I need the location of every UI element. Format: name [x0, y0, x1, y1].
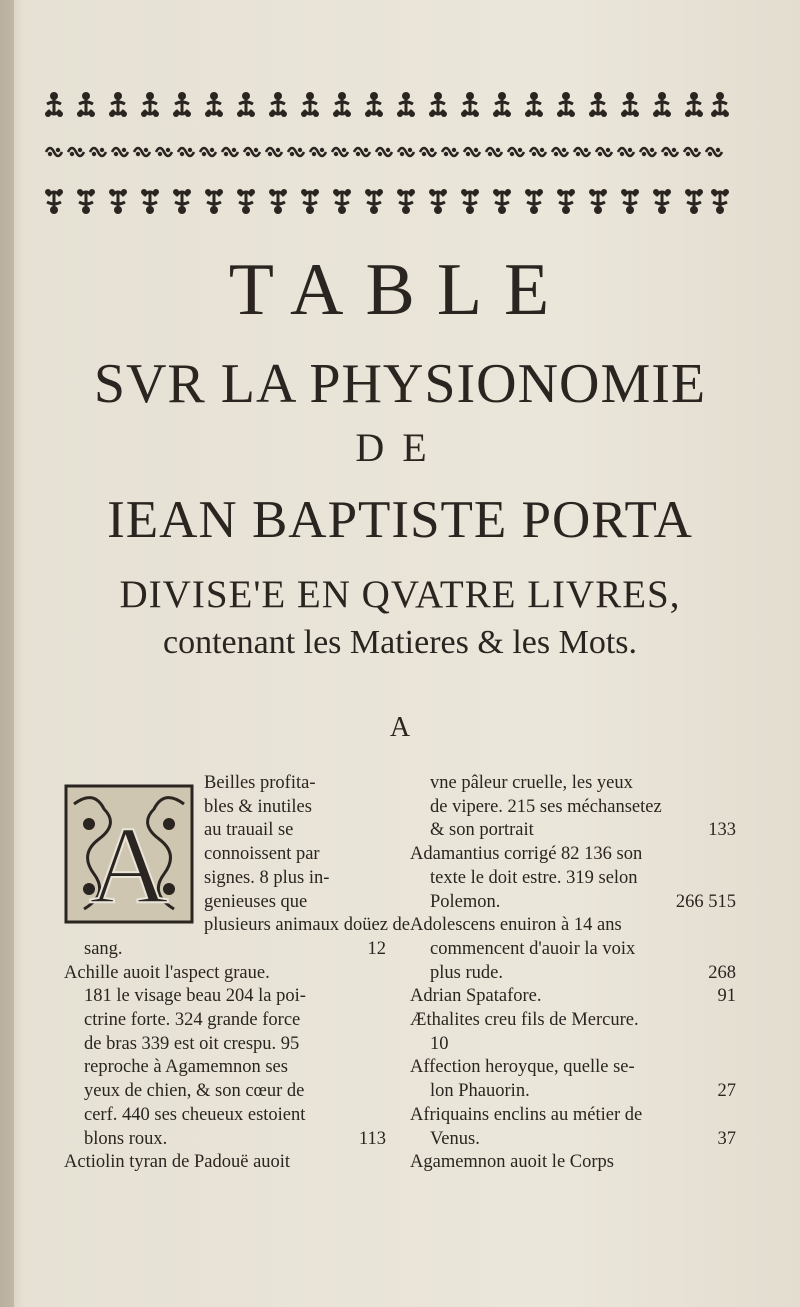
decorated-initial-icon — [64, 784, 194, 924]
index-entry — [410, 1056, 736, 1103]
index-entry — [410, 772, 736, 843]
index-entry-text: 181 le visage beau 204 la poi- — [84, 986, 306, 1007]
index-entry-text: Achille auoit l'aspect graue. — [64, 962, 270, 983]
fleuron-row-top — [45, 92, 729, 117]
index-entry-line — [64, 1033, 386, 1057]
index-entry-text: Adolescens enuiron à 14 ans — [410, 915, 622, 936]
index-entry-text: Adrian Spatafore. — [410, 986, 542, 1007]
title-author: IEAN BAPTISTE PORTA — [107, 491, 693, 549]
index-entry-line — [410, 772, 736, 796]
index-entry-text: Afriquains enclins au métier de — [410, 1104, 643, 1125]
svg-text:A: A — [89, 804, 169, 924]
index-entry-line — [410, 914, 736, 938]
index-entry — [64, 1151, 386, 1175]
index-entry-line — [64, 1009, 386, 1033]
index-entry-text: vne pâleur cruelle, les yeux — [430, 773, 633, 793]
index-entry-text: connoissent par — [204, 844, 320, 865]
page-reference: 91 — [717, 986, 736, 1007]
title-physionomie: SVR LA PHYSIONOMIE — [93, 353, 707, 415]
index-entry-line — [410, 867, 736, 891]
index-entry — [410, 843, 736, 914]
index-entry-line — [64, 1080, 386, 1104]
index-entry-text: de vipere. 215 ses méchansetez — [430, 796, 662, 817]
index-entry — [410, 985, 736, 1009]
index-entry-text: cerf. 440 ses cheueux estoient — [84, 1104, 306, 1125]
index-entry-text: 10 — [430, 1033, 449, 1054]
index-column-right — [410, 772, 736, 1175]
index-entry-text: bles & inutiles — [204, 796, 312, 817]
section-letter: A — [389, 712, 411, 743]
page-reference: 266 515 — [675, 891, 736, 912]
decorated-initial — [64, 784, 194, 924]
index-entry-line — [410, 962, 736, 986]
title-de: DE — [355, 425, 445, 470]
index-entry-text: Beilles profita- — [204, 773, 316, 793]
index-entry-line — [410, 1128, 736, 1152]
page-reference: 12 — [367, 938, 386, 959]
index-entry-text: Æthalites creu fils de Mercure. — [410, 1010, 639, 1031]
index-entry-text: plusieurs animaux doüez de — [204, 915, 411, 936]
index-entry-line — [64, 938, 386, 962]
index-entry — [410, 1009, 736, 1056]
index-entry-text: reproche à Agamemnon ses — [84, 1057, 288, 1078]
index-entry-line — [410, 938, 736, 962]
page-reference: 113 — [358, 1128, 386, 1149]
page-reference: 133 — [708, 820, 736, 841]
index-entry — [410, 914, 736, 985]
index-entry-text: Agamemnon auoit le Corps — [410, 1152, 614, 1173]
scroll-row-middle — [46, 148, 722, 156]
index-entry-line — [410, 1151, 736, 1175]
index-entry-text: Actiolin tyran de Padouë auoit — [64, 1152, 291, 1173]
index-entry-text: commencent d'auoir la voix — [430, 938, 636, 959]
index-entry-text: Polemon. — [430, 891, 501, 912]
index-entry-line — [410, 1104, 736, 1128]
index-entry-line — [410, 819, 736, 843]
index-entry — [410, 1151, 736, 1175]
page-reference: 37 — [717, 1128, 736, 1149]
index-entry-text: de bras 339 est oit crespu. 95 — [84, 1033, 300, 1054]
title-contents: contenant les Matieres & les Mots. — [162, 624, 637, 661]
fleuron-row-bottom — [45, 189, 729, 214]
index-entry-text: Affection heroyque, quelle se- — [410, 1057, 635, 1078]
index-entry-text: plus rude. — [430, 962, 503, 983]
index-entry-text: signes. 8 plus in- — [204, 867, 330, 888]
index-entry-text: blons roux. — [84, 1128, 168, 1149]
index-entry-text: Venus. — [430, 1128, 480, 1149]
page-reference: 27 — [717, 1081, 736, 1102]
index-entry-line — [410, 1080, 736, 1104]
index-entry-text: lon Phauorin. — [430, 1081, 530, 1102]
index-entry-line — [64, 1128, 386, 1152]
index-entry-text: yeux de chien, & son cœur de — [84, 1081, 305, 1102]
index-entry-line — [64, 1104, 386, 1128]
index-entry-line — [410, 843, 736, 867]
title-table: TABLE — [228, 249, 572, 331]
index-entry-line — [410, 985, 736, 1009]
index-entry-text: Adamantius corrigé 82 136 son — [410, 844, 643, 865]
index-column-left — [64, 772, 411, 1175]
index-entry-text: & son portrait — [430, 820, 534, 841]
index-entry-line — [410, 796, 736, 820]
index-entry-text: genieuses que — [204, 891, 308, 912]
index-entry-line — [64, 1056, 386, 1080]
index-entry-line — [64, 985, 386, 1009]
index-entry-line — [410, 1056, 736, 1080]
index-entry-text: texte le doit estre. 319 selon — [430, 867, 638, 888]
index-entry-line — [410, 1033, 736, 1057]
index-entry-line — [410, 1009, 736, 1033]
page-reference: 268 — [708, 962, 736, 983]
index-entry-text: ctrine forte. 324 grande force — [84, 1010, 301, 1031]
index-entry-line — [64, 1151, 386, 1175]
fleuron-ornament-band — [44, 88, 732, 218]
index-entry-text: au trauail se — [204, 820, 294, 841]
index-entry-line — [64, 962, 386, 986]
index-entry-text: sang. — [84, 938, 123, 959]
page-gutter-shadow — [0, 0, 14, 1307]
index-entry — [64, 962, 386, 1152]
index-entry — [410, 1104, 736, 1151]
title-division: DIVISE'E EN QVATRE LIVRES, — [119, 573, 681, 616]
index-entry-line — [410, 891, 736, 915]
